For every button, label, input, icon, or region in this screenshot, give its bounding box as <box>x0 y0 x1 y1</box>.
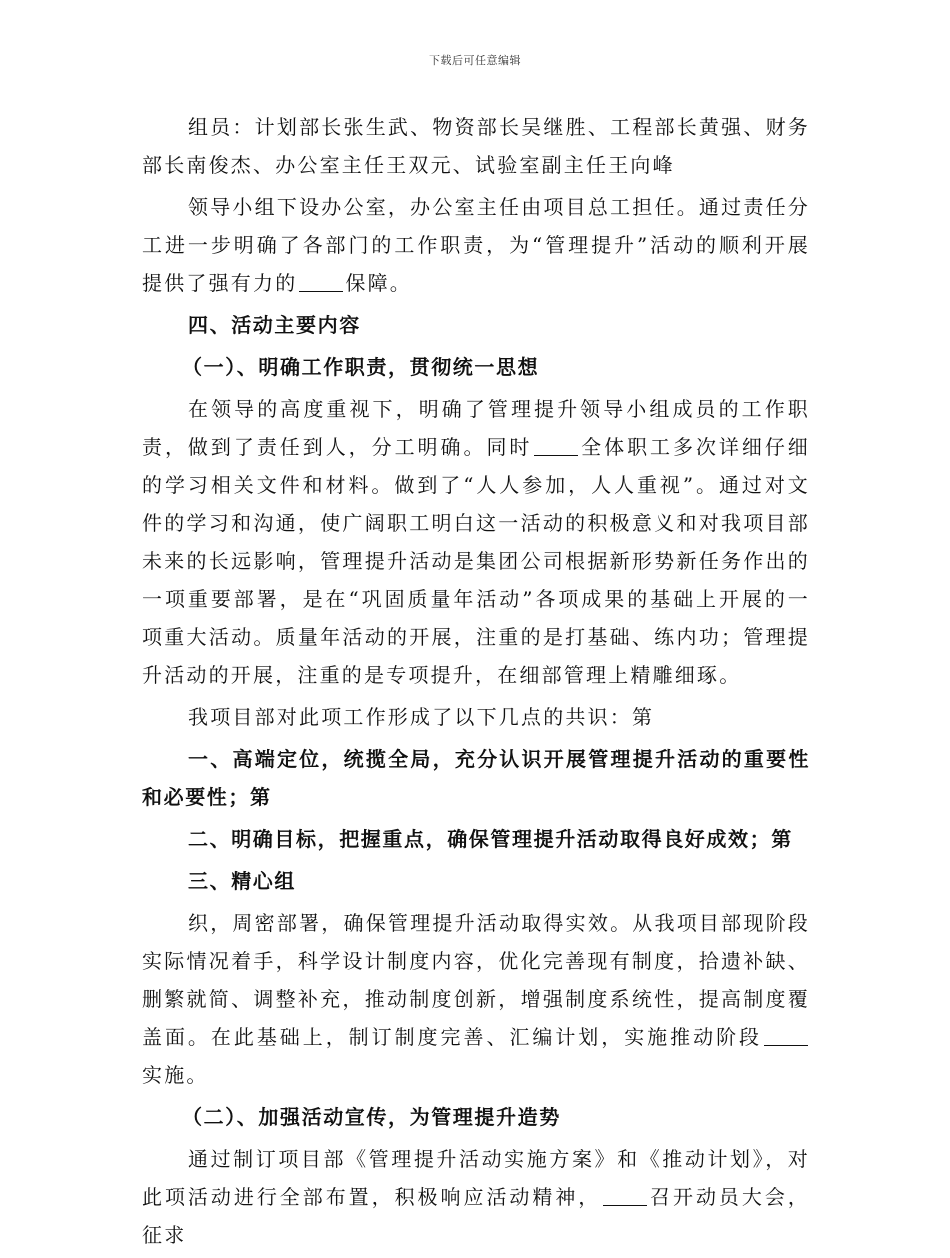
paragraph-text: 在领导的高度重视下，明确了管理提升领导小组成员的工作职责，做到了责任到人，分工明确。同时 <box>142 397 810 459</box>
paragraph-text: 召开动员大会，征求 <box>142 1185 811 1247</box>
paragraph-text: 织，周密部署，确保管理提升活动取得实效。从我项目部现阶段实际情况着手，科学设计制度内容，优化完善现有制度，拾遗补缺、删繁就简、调整补充，推动制度创新，增强制度系统性，提高制度覆盖面。在此基础上，制订制度完善、汇编计划，实施推动阶段 <box>142 911 810 1049</box>
page-header: 下载后可任意编辑 <box>429 54 521 67</box>
document-body <box>142 108 810 1258</box>
section-heading-4: 四、活动主要内容 <box>188 313 361 337</box>
paragraph-publicity <box>142 1140 810 1254</box>
consensus-point-3: 三、精心组 <box>188 869 296 893</box>
paragraph-organize <box>142 904 810 1094</box>
blank-underline <box>534 435 578 456</box>
paragraph-members: 组员：计划部长张生武、物资部长吴继胜、工程部长黄强、财务部长南俊杰、办公室主任王双元、试验室副主任王向峰 <box>142 115 810 177</box>
subsection-heading-2: （二）、加强活动宣传，为管理提升造势 <box>182 1105 561 1129</box>
paragraph-duties <box>142 390 810 694</box>
paragraph-office <box>142 188 810 302</box>
paragraph-text: 实施。 <box>142 1063 209 1087</box>
blank-underline <box>299 271 343 292</box>
blank-underline <box>603 1185 647 1206</box>
consensus-point-1: 一、高端定位，统揽全局，充分认识开展管理提升活动的重要性和必要性；第 <box>142 747 810 809</box>
paragraph-text: 保障。 <box>345 271 413 295</box>
consensus-point-2: 二、明确目标，把握重点，确保管理提升活动取得良好成效；第 <box>188 827 793 851</box>
blank-underline <box>764 1025 808 1046</box>
paragraph-text: 全体职工多次详细仔细的学习相关文件和材料。做到了“人人参加，人人重视”。通过对文件的学习和沟通，使广阔职工明白这一活动的积极意义和对我项目部未来的长远影响，管理提升活动是集团公司根据新形势新任务作出的一项重要部署，是在“巩固质量年活动”各项成果的基础上开展的一项重大活动。质量年活动的开展，注重的是打基础、练内功；管理提升活动的开展，注重的是专项提升，在细部管理上精雕细琢。 <box>142 435 811 687</box>
paragraph-consensus: 我项目部对此项工作形成了以下几点的共识：第 <box>188 705 655 729</box>
subsection-heading-1: （一）、明确工作职责，贯彻统一思想 <box>182 355 540 379</box>
paragraph-text: 领导小组下设办公室，办公室主任由项目总工担任。通过责任分工进一步明确了各部门的工作职责，为“管理提升”活动的顺利开展提供了强有力的 <box>142 195 810 295</box>
paragraph-text: 通过制订项目部《管理提升活动实施方案》和《推动计划》，对此项活动进行全部布置，积极响应活动精神， <box>142 1147 810 1209</box>
